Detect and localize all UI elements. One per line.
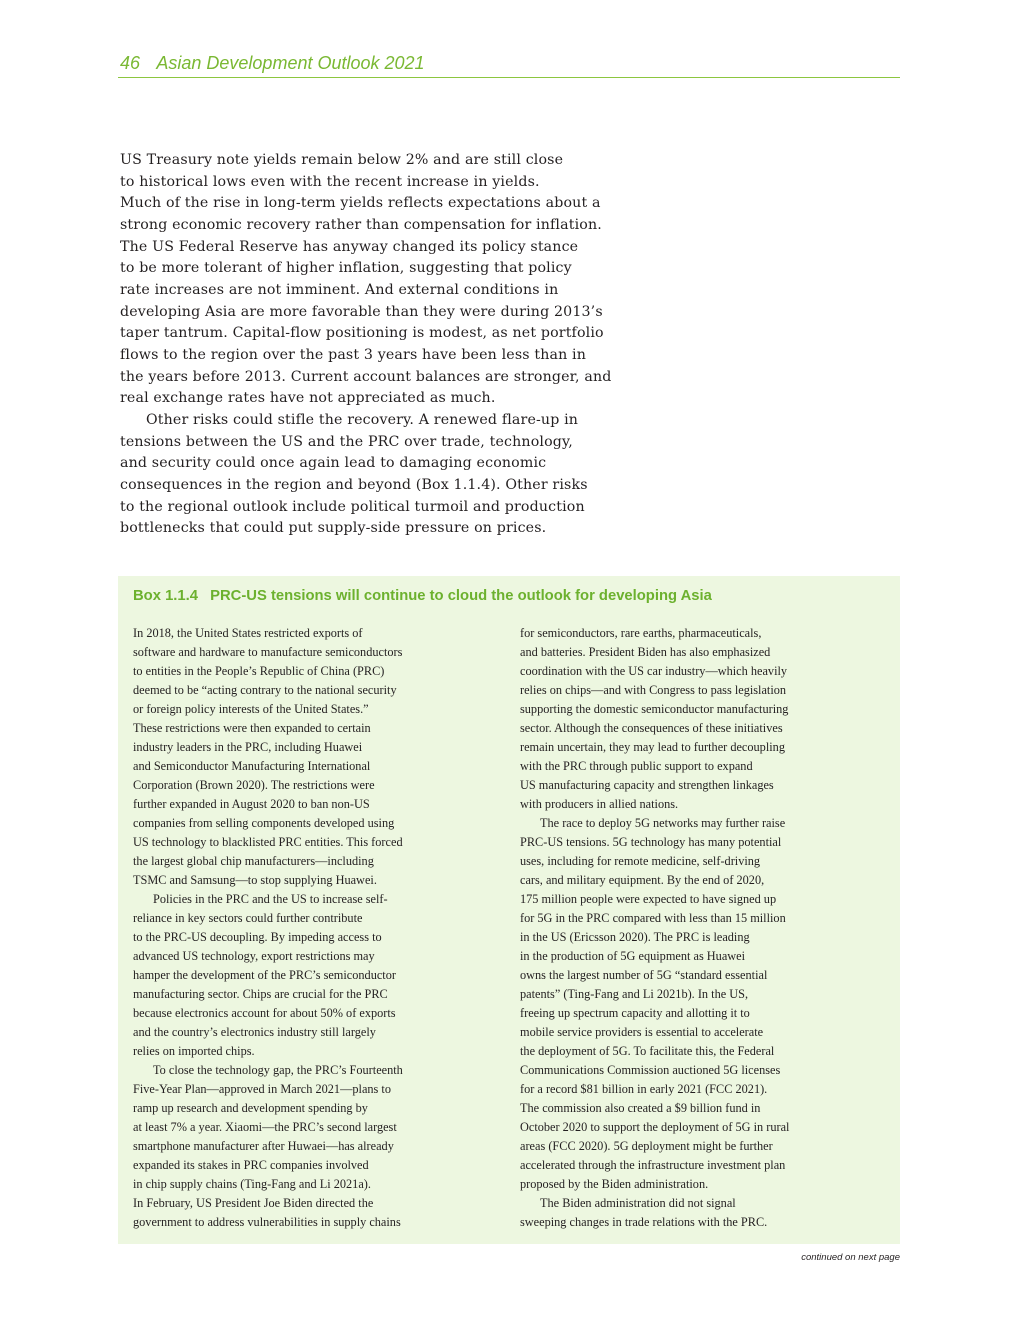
text-line: and the country’s electronics industry still largely (133, 1025, 376, 1039)
text-line: accelerated through the infrastructure investment plan (520, 1158, 786, 1172)
text-line: patents” (Ting-Fang and Li 2021b). In the US, (520, 987, 749, 1001)
text-line: consequences in the region and beyond (Box 1.1.4). Other risks (120, 476, 588, 493)
text-line: real exchange rates have not appreciated as much. (120, 390, 496, 407)
text-line: rate increases are not imminent. And external conditions in (120, 281, 559, 298)
main-body-text (120, 150, 620, 540)
text-line: software and hardware to manufacture semiconductors (133, 645, 403, 659)
page-number: 46 (120, 53, 141, 73)
text-line: to historical lows even with the recent increase in yields. (120, 173, 540, 190)
text-line: developing Asia are more favorable than they were during 2013’s (120, 303, 603, 320)
text-line: sweeping changes in trade relations with the PRC. (520, 1215, 768, 1229)
text-line: bottlenecks that could put supply-side pressure on prices. (120, 520, 547, 537)
text-line: expanded its stakes in PRC companies involved (133, 1158, 369, 1172)
text-line: The US Federal Reserve has anyway changed its policy stance (120, 238, 579, 255)
box-1-1-4 (118, 576, 900, 1244)
text-line: further expanded in August 2020 to ban non-US (133, 797, 370, 811)
text-line: hamper the development of the PRC’s semiconductor (133, 968, 396, 982)
text-line: strong economic recovery rather than compensation for inflation. (120, 216, 602, 233)
text-line: TSMC and Samsung—to stop supplying Huawei. (133, 873, 377, 887)
box-number: Box 1.1.4 (133, 588, 198, 604)
text-line: The commission also created a $9 billion fund in (520, 1101, 761, 1115)
text-line: Policies in the PRC and the US to increase self- (153, 892, 388, 906)
text-line: in the production of 5G equipment as Huawei (520, 949, 746, 963)
text-line: These restrictions were then expanded to certain (133, 721, 371, 735)
text-line: 175 million people were expected to have signed up (520, 892, 777, 906)
text-line: relies on chips—and with Congress to pass legislation (520, 683, 787, 697)
text-line: proposed by the Biden administration. (520, 1177, 709, 1191)
text-line: industry leaders in the PRC, including Huawei (133, 740, 363, 754)
text-line: smartphone manufacturer after Huwaei—has already (133, 1139, 394, 1153)
header-rule (118, 77, 900, 78)
text-line: for 5G in the PRC compared with less than 15 million (520, 911, 786, 925)
text-line: To close the technology gap, the PRC’s Fourteenth (153, 1063, 403, 1077)
text-line: sector. Although the consequences of these initiatives (520, 721, 783, 735)
text-line: supporting the domestic semiconductor manufacturing (520, 702, 789, 716)
text-line: in chip supply chains (Ting-Fang and Li 2021a). (133, 1177, 371, 1191)
text-line: US technology to blacklisted PRC entities. This forced (133, 835, 403, 849)
text-line: US manufacturing capacity and strengthen linkages (520, 778, 774, 792)
box-column-left (133, 624, 511, 1232)
text-line: In 2018, the United States restricted exports of (133, 626, 363, 640)
text-line: advanced US technology, export restrictions may (133, 949, 375, 963)
text-line: uses, including for remote medicine, self-driving (520, 854, 761, 868)
running-header (120, 52, 900, 74)
text-line: mobile service providers is essential to accelerate (520, 1025, 764, 1039)
text-line: cars, and military equipment. By the end of 2020, (520, 873, 765, 887)
text-line: at least 7% a year. Xiaomi—the PRC’s second largest (133, 1120, 397, 1134)
text-line: ramp up research and development spending by (133, 1101, 368, 1115)
text-line: to the PRC-US decoupling. By impeding access to (133, 930, 382, 944)
box-column-right (520, 624, 898, 1232)
text-line: in the US (Ericsson 2020). The PRC is leading (520, 930, 750, 944)
text-line: taper tantrum. Capital-flow positioning is modest, as net portfolio (120, 325, 604, 342)
box-heading: PRC-US tensions will continue to cloud the outlook for developing Asia (210, 588, 712, 604)
text-line: reliance in key sectors could further contribute (133, 911, 363, 925)
box-title (133, 588, 893, 604)
text-line: and batteries. President Biden has also emphasized (520, 645, 771, 659)
text-line: companies from selling components developed using (133, 816, 395, 830)
text-line: the largest global chip manufacturers—including (133, 854, 374, 868)
text-line: or foreign policy interests of the United States.” (133, 702, 369, 716)
text-line: flows to the region over the past 3 years have been less than in (120, 346, 587, 363)
text-line: the years before 2013. Current account balances are stronger, and (120, 368, 612, 385)
text-line: October 2020 to support the deployment of 5G in rural (520, 1120, 790, 1134)
text-line: Other risks could stifle the recovery. A renewed flare-up in (146, 411, 579, 428)
publication-title: Asian Development Outlook 2021 (156, 53, 425, 73)
text-line: government to address vulnerabilities in supply chains (133, 1215, 401, 1229)
text-line: for semiconductors, rare earths, pharmaceuticals, (520, 626, 762, 640)
text-line: with the PRC through public support to expand (520, 759, 753, 773)
text-line: tensions between the US and the PRC over trade, technology, (120, 433, 573, 450)
continued-note: continued on next page (801, 1252, 900, 1263)
text-line: The Biden administration did not signal (540, 1196, 736, 1210)
text-line: remain uncertain, they may lead to further decoupling (520, 740, 785, 754)
text-line: and Semiconductor Manufacturing International (133, 759, 371, 773)
text-line: manufacturing sector. Chips are crucial for the PRC (133, 987, 388, 1001)
text-line: Five-Year Plan—approved in March 2021—plans to (133, 1082, 391, 1096)
text-line: freeing up spectrum capacity and allotting it to (520, 1006, 750, 1020)
text-line: relies on imported chips. (133, 1044, 255, 1058)
text-line: Communications Commission auctioned 5G licenses (520, 1063, 781, 1077)
text-line: PRC-US tensions. 5G technology has many potential (520, 835, 782, 849)
text-line: for a record $81 billion in early 2021 (FCC 2021). (520, 1082, 768, 1096)
text-line: the deployment of 5G. To facilitate this, the Federal (520, 1044, 775, 1058)
text-line: to the regional outlook include political turmoil and production (120, 498, 585, 515)
text-line: to entities in the People’s Republic of China (PRC) (133, 664, 385, 678)
text-line: Corporation (Brown 2020). The restrictions were (133, 778, 375, 792)
text-line: deemed to be “acting contrary to the national security (133, 683, 397, 697)
text-line: Much of the rise in long-term yields reflects expectations about a (120, 195, 601, 212)
text-line: and security could once again lead to damaging economic (120, 455, 547, 472)
text-line: with producers in allied nations. (520, 797, 679, 811)
text-line: to be more tolerant of higher inflation, suggesting that policy (120, 260, 572, 277)
text-line: owns the largest number of 5G “standard essential (520, 968, 768, 982)
text-line: because electronics account for about 50% of exports (133, 1006, 396, 1020)
text-line: US Treasury note yields remain below 2% and are still close (120, 152, 564, 168)
text-line: coordination with the US car industry—which heavily (520, 664, 788, 678)
text-line: The race to deploy 5G networks may further raise (540, 816, 786, 830)
text-line: areas (FCC 2020). 5G deployment might be further (520, 1139, 773, 1153)
text-line: In February, US President Joe Biden directed the (133, 1196, 374, 1210)
